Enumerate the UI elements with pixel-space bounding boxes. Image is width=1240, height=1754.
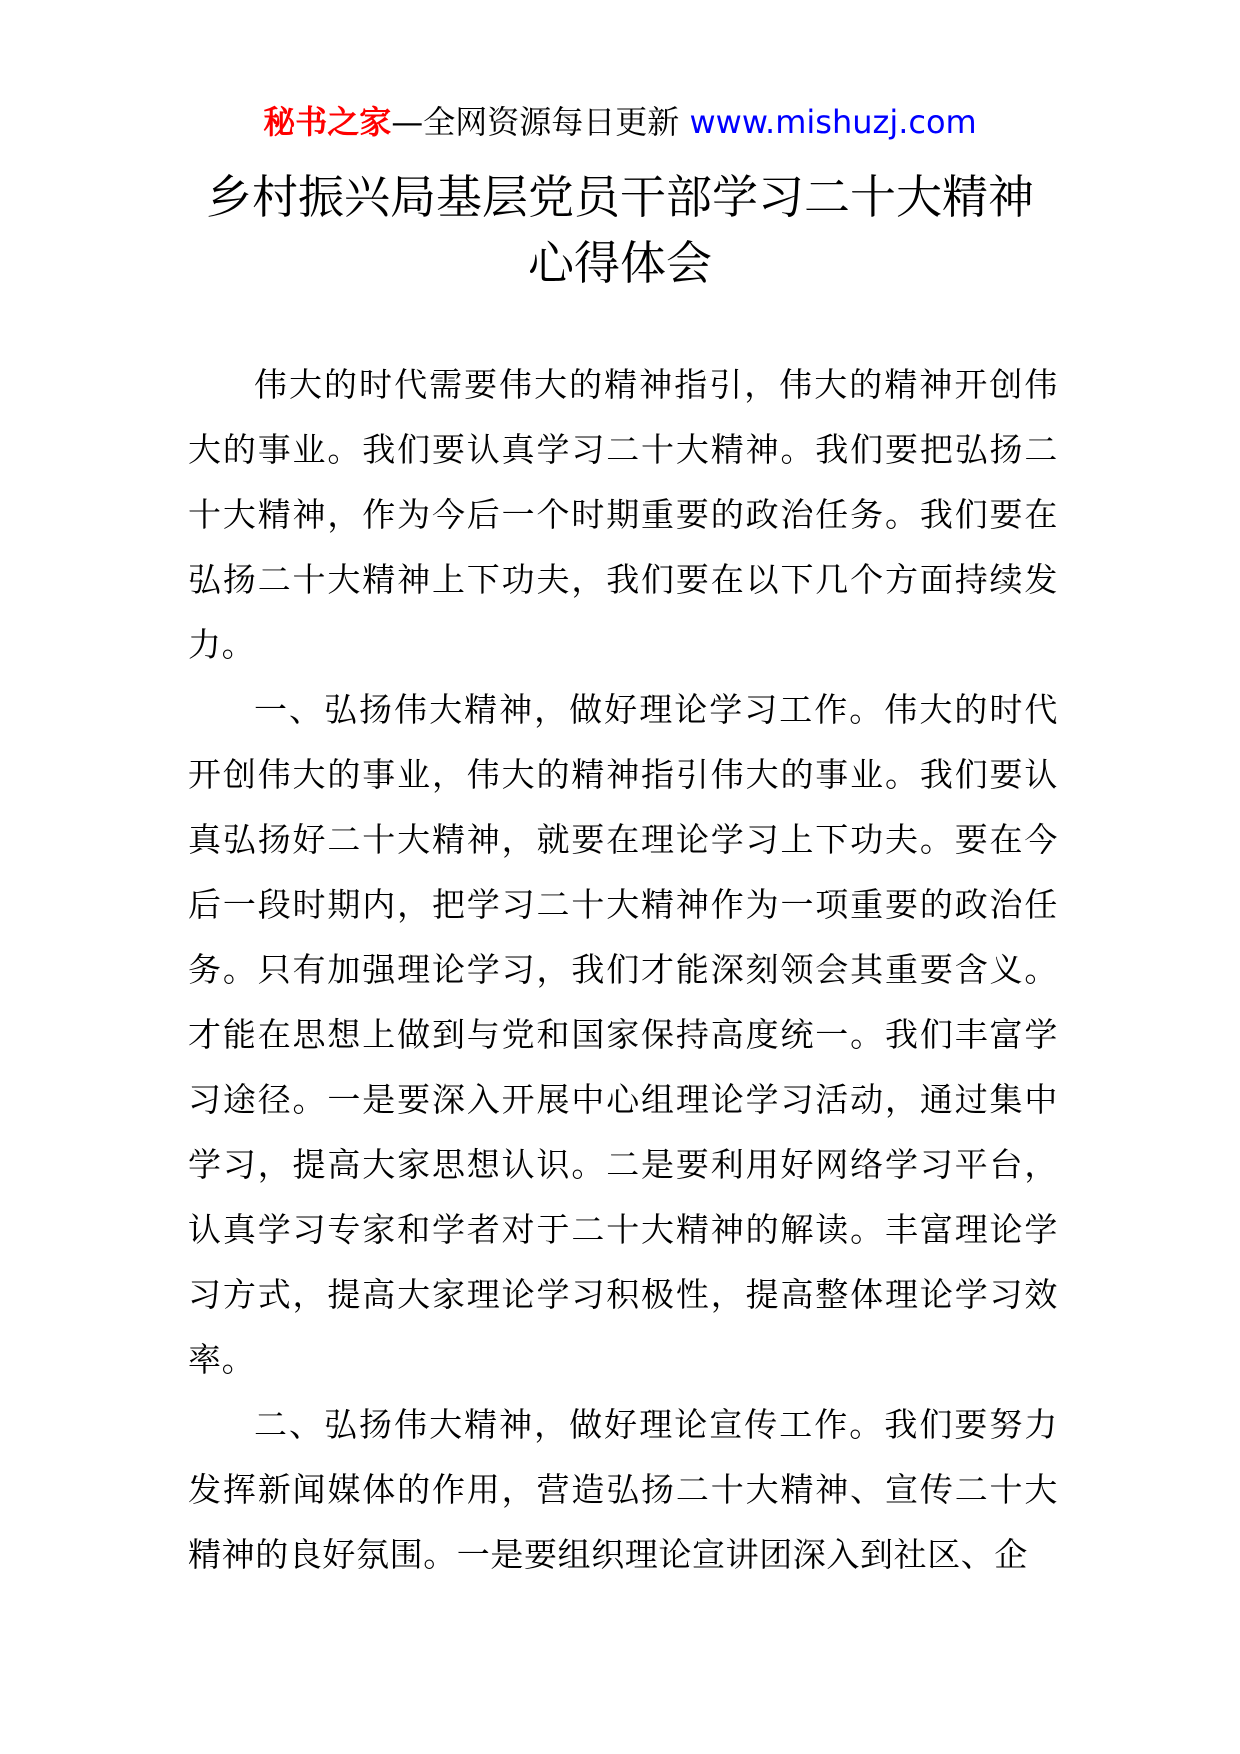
- document-title: [0, 164, 1240, 296]
- document-body: [188, 352, 1058, 1587]
- title-line-2: 心得体会: [528, 236, 712, 290]
- paragraph-section-1: 一、弘扬伟大精神，做好理论学习工作。伟大的时代开创伟大的事业，伟大的精神指引伟大的事业。我们要认真弘扬好二十大精神，就要在理论学习上下功夫。要在今后一段时期内，把学习二十大精神作为一项重要的政治任务。只有加强理论学习，我们才能深刻领会其重要含义。才能在思想上做到与党和国家保持高度统一。我们丰富学习途径。一是要深入开展中心组理论学习活动，通过集中学习，提高大家思想认识。二是要利用好网络学习平台，认真学习专家和学者对于二十大精神的解读。丰富理论学习方式，提高大家理论学习积极性，提高整体理论学习效率。: [188, 690, 1058, 1379]
- title-line-1: 乡村振兴局基层党员干部学习二十大精神: [206, 170, 1034, 224]
- paragraph-section-2: 二、弘扬伟大精神，做好理论宣传工作。我们要努力发挥新闻媒体的作用，营造弘扬二十大精神、宣传二十大精神的良好氛围。一是要组织理论宣讲团深入到社区、企: [188, 1405, 1058, 1574]
- paragraph-intro: 伟大的时代需要伟大的精神指引，伟大的精神开创伟大的事业。我们要认真学习二十大精神。我们要把弘扬二十大精神，作为今后一个时期重要的政治任务。我们要在弘扬二十大精神上下功夫，我们要在以下几个方面持续发力。: [188, 365, 1058, 664]
- site-url-link[interactable]: www.mishuzj.com: [689, 103, 977, 141]
- site-brand: 秘书之家: [263, 103, 392, 141]
- site-header: [0, 100, 1240, 144]
- site-tagline: —全网资源每日更新: [391, 103, 680, 141]
